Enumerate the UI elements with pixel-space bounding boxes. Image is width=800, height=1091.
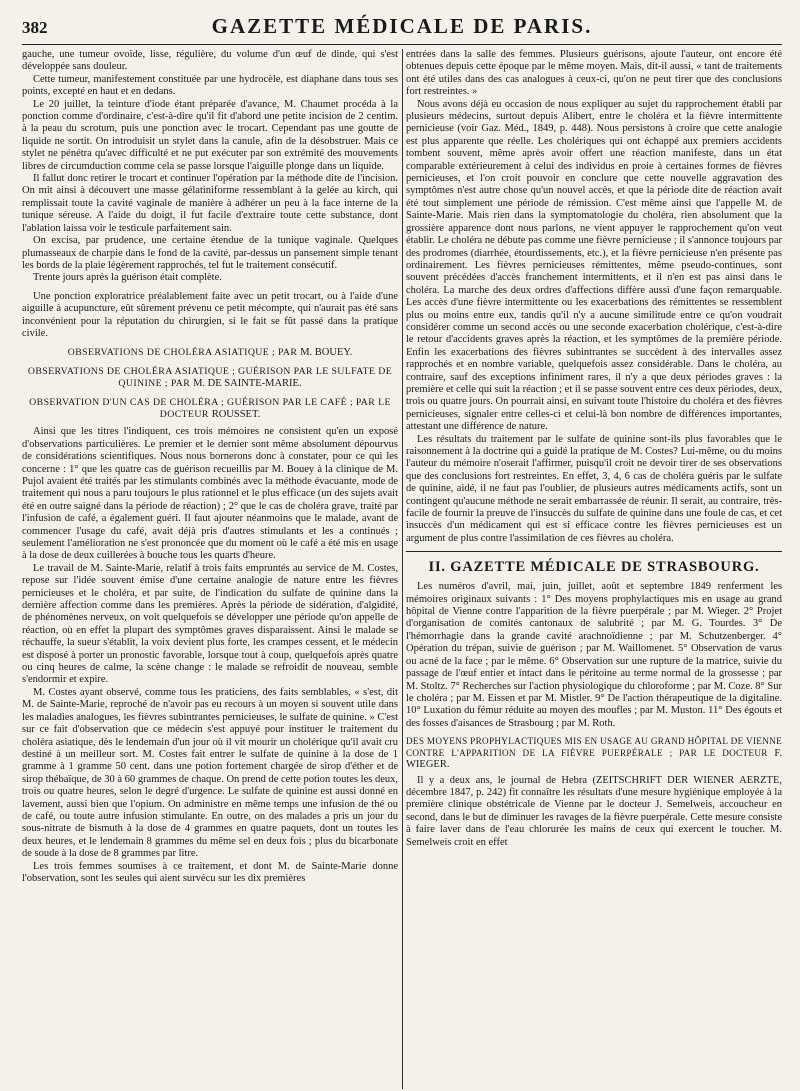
article-heading-sainte-marie [22, 366, 398, 390]
paragraph: Ainsi que les titres l'indiquent, ces trois mémoires ne consistent qu'en un exposé d'observations particulières. Le premier et le dernier sont même absolument dépourvus de considérations scientifiques. Nous nous bornerons donc à constater, pour ce qui les concerne : 1° que les quatre cas de guérison recueillis par M. Bouey à la clinique de M. Pujol avaient été traités par les stimulants combinés avec la méthode évacuante, mode de traitement qui nous a paru toujours le plus rationnel et le plus efficace (un des sujets avait été en outre saigné dans la période de réaction) ; 2° que le cas de choléra grave, traité par l'infusion de café, a également guéri. Il faut ajouter néanmoins que le malade, avant de commencer l'usage du café, avait déjà pris d'autres stimulants et les a continués ; seulement l'amélioration ne s'est prononcée que du moment où le café a été mis en usage à la dose de deux cuillerées à bouche tous les quarts d'heure. [22, 426, 398, 562]
article-heading-rousset [22, 397, 398, 421]
paragraph: Les résultats du traitement par le sulfate de quinine sont-ils plus favorables que le raisonnement à la doctrine qui a guidé la pratique de M. Costes? Lui-même, ou du moins l'auteur du mémoire n'oserait l'affirmer, puisqu'il croit ne devoir tirer de ses observations que des conclusions fort restreintes. En effet, 3, 4, 6 cas de choléra guéris par le sulfate de quinine, aidé, il ne faut pas l'oublier, de plusieurs autres médicaments actifs, sont un contingent qu'aucune méthode ne serait embarrassée de réunir. Il serait, au contraire, très-facile de fournir la preuve de l'insuccès du sulfate de quinine dans une foule de cas, et cet insuccès d'un médicament qui est si efficace contre les fièvres pernicieuses est un argument de plus contre l'assimilation de ces fièvres au choléra. [406, 433, 782, 544]
left-column [22, 49, 398, 1089]
heading-author: ROUSSET. [211, 409, 261, 421]
paragraph: entrées dans la salle des femmes. Plusieurs guérisons, ajoute l'auteur, ont encore été obtenues depuis cette époque par le même moyen. Mais, dit-il aussi, « tant de traitements ont été utiles dans des cas analogues à ceux-ci, qu'on ne peut tirer que des conclusions fort restreintes. » [406, 49, 782, 98]
section-title: II. GAZETTE MÉDICALE DE STRASBOURG. [406, 551, 782, 576]
paragraph: Il fallut donc retirer le trocart et continuer l'opération par la méthode dite de l'incision. On mit ainsi à découvert une masse gélatiniforme ressemblant à la gelée au kirch, qui remplissait toute la cavité vaginale de manière à adhérer un peu à la face interne de la tunique séreuse. A l'aide du doigt, il fut facile d'extraire toute cette substance, dont l'ablation laissa voir le testicule parfaitement sain. [22, 173, 398, 234]
paragraph: On excisa, par prudence, une certaine étendue de la tunique vaginale. Quelques plumasseaux de charpie dans le fond de la cavité, par-dessus un pansement simple tenant les bords de la plaie légèrement rapprochés, tel fut le traitement consécutif. [22, 235, 398, 271]
heading-text: OBSERVATIONS DE CHOLÉRA ASIATIQUE ; PAR [67, 347, 298, 359]
paragraph: Une ponction exploratrice préalablement faite avec un petit trocart, ou à l'aide d'une aiguille à acupuncture, eût sûrement prévenu ce petit mécompte, qui n'aurait pas été sans inconvénient pour la réputation du chirurgien, si le fait se fût passé dans la pratique civile. [22, 290, 398, 339]
paragraph: Le travail de M. Sainte-Marie, relatif à trois faits empruntés au service de M. Costes, repose sur l'idée souvent émise d'une certaine analogie de nature entre les fièvres pernicieuses et le choléra, et par suite, de l'indication du sulfate de quinine dans la dernière affection comme dans les premières. Après la période de sidération, d'algidité, de phénomènes nerveux, on voit quelquefois se développer une période qu'on appelle de réaction, où en effet la plupart des symptômes graves disparaissent. Ainsi le malade se réchauffe, la sueur s'établit, la voix devient plus forte, les crampes cessent, et le médecin est disposé à porter un pronostic favorable, lorsque tout à coup, quelquefois après quatre ou cinq heures de calme, la scène change : le malade se refroidit de nouveau, semble s'endormir et expire. [22, 562, 398, 686]
heading-text: OBSERVATIONS DE CHOLÉRA ASIATIQUE ; GUÉRISON PAR LE SULFATE DE QUININE ; PAR [27, 366, 393, 390]
journal-title: GAZETTE MÉDICALE DE PARIS. [211, 14, 593, 38]
paragraph: Trente jours après la guérison était complète. [33, 272, 222, 284]
heading-author: M. DE SAINTE-MARIE. [193, 378, 302, 390]
heading-text: DES MOYENS PROPHYLACTIQUES MIS EN USAGE AU GRAND HÔPITAL DE VIENNE CONTRE L'APPARITION DE LA FIÈVRE PUERPÉRALE ; PAR LE DOCTEUR [406, 736, 782, 758]
paragraph: gauche, une tumeur ovoïde, lisse, régulière, du volume d'un œuf de dinde, qui s'est développée sans douleur. [22, 49, 398, 73]
heading-author: M. BOUEY. [300, 347, 353, 359]
paragraph: M. Costes ayant observé, comme tous les praticiens, des faits semblables, « s'est, dit M. de Sainte-Marie, reproché de n'avoir pas eu recours à un moyen si souvent utile dans les maladies analogues, les fièvres subintrantes pernicieuses, le sulfate de quinine. » C'est sur ce fait d'observation que ce médecin s'est appuyé pour instituer le traitement du choléra asiatique, dès le lendemain d'un jour où il vit mourir un cholérique qu'il avait cru destiné à un meilleur sort. M. Costes fait entrer le sulfate de quinine à la dose de 1 gramme à 1 gramme 50 cent. dans une potion fortement chargée de sirop d'éther et de sirop thébaïque, de 30 à 60 grammes de chaque. On prend de cette potion toutes les deux, trois ou quatre heures, selon le degré d'urgence. Le sulfate de quinine est aussi donné en lavement, aussi bien que l'opium. On administre en même temps une infusion de thé ou de café, ou toute autre infusion stimulante. En outre, on des malades a pris un jour du sous-nitrate de bismuth à la dose de 4 grammes en quatre paquets, dont un toutes les deux heures, et le lendemain 8 grammes du même sel en deux fois ; plus du bicarbonate de soude à la dose de 8 grammes par litre. [22, 686, 398, 860]
paragraph: Nous avons déjà eu occasion de nous expliquer au sujet du rapprochement établi par plusieurs médecins, surtout depuis Alibert, entre le choléra et la fièvre intermittente pernicieuse (voir Gaz. Méd., 1849, p. 448). Nous persistons à croire que cette analogie est plus apparente que réelle. Les cholériques qui ont échappé aux premiers accidents tombent souvent, même après avoir offert une réaction manifeste, dans un état comparable extérieurement à celui des individus en proie à certaines formes de fièvres pernicieuses, et l'on croit pouvoir en conclure que cette nouvelle aggravation des symptômes n'est autre chose qu'un nouvel accès, et que la période dite de réaction avait été tout simplement une période de rémission. C'est même ainsi que l'appelle M. de Sainte-Marie. Mais rien dans la symptomatologie du choléra, rien absolument que la grossière apparence dont nous parlons, ne vient appuyer le rapprochement qu'on veut établir. Le choléra ne débute pas comme une fièvre pernicieuse ; il s'annonce toujours par des prodromes (diarrhée, étourdissements, etc.), et la fièvre pernicieuse n'en présente pas ordinairement. Les fièvres pernicieuses rémittentes, même pseudo-continues, sont souvent précédées d'accès franchement intermittents, et il n'en est pas ainsi dans le choléra. La marche des deux ordres d'affections diffère aussi d'une façon remarquable. Les accès d'une fièvre intermittente ou les exacerbations des rémittentes se ressemblent plus ou moins entre eux, tandis qu'il n'y a aucune similitude entre ce qu'on voudrait considérer comme un second accès ou une seconde exacerbation cholérique, c'est-à-dire le retour d'accidents graves après la réaction, et les symptômes de la première période. Enfin les exacerbations des fièvres subintrantes se succèdent à des intervalles assez rapprochés et en nombre variable, quelquefois assez considérable. Dans le choléra, au contraire, sauf des exceptions infiniment rares, il n'y a que deux périodes graves : la première et celle qui suit la réaction ; et il se passe souvent entre ces deux périodes, deux, trois ou quatre jours. On pourrait ainsi, en suivant toute l'histoire du choléra et des fièvres pernicieuses, signaler entre celles-ci et celui-là bon nombre de différences importantes, attestant une différence de nature. [406, 98, 782, 433]
paragraph: Le 20 juillet, la teinture d'iode étant préparée d'avance, M. Chaumet procéda à la ponction comme d'ordinaire, c'est-à-dire qu'il fit d'abord une petite incision de 2 centim. à la peau du scrotum, puis une ponction avec le trocart. Cependant pas une goutte de liquide ne sortit. On introduisit un stylet dans la canule, afin de la désobstruer. Mais ce stylet ne pénétra qu'avec difficulté et ne put exécuter par son extrémité des mouvements libres de circumduction comme cela se passe lorsque l'aiguille plonge dans un liquide. [22, 98, 398, 172]
page-number: 382 [22, 18, 48, 37]
page-header [22, 14, 782, 45]
article-heading-bouey [22, 347, 398, 359]
paragraph: Les numéros d'avril, mai, juin, juillet, août et septembre 1849 renferment les mémoires originaux suivants : 1° Des moyens prophylactiques mis en usage au grand hôpital de Vienne contre l'apparition de la fièvre puerpérale ; par M. Wieger. 2° Projet d'organisation de comités cantonaux de salubrité ; par M. G. Tourdes. 3° De l'hémorrhagie dans la grande cavité arachnoïdienne ; par M. Schutzenberger. 4° Opération du trépan, suivie de guérison ; par M. Waillomenet. 5° Observation de varus ou acné de la face ; par le même. 6° Observation sur une rupture de la matrice, suivie du passage de l'œuf entier et intact dans le péritoine au terme normal de la grossesse ; par M. Stoltz. 7° Recherches sur l'action physiologique du chloroforme ; par M. Coze. 8° Sur le choléra ; par M. Eissen et par M. Mistler. 9° De l'action thérapeutique de la digitaline. 10° Luxation du fémur réduite au moyen des moufles ; par M. Muston. 11° Des égouts et des fosses d'aisances de Strasbourg ; par M. Roth. [406, 581, 782, 729]
heading-author: F. WIEGER. [406, 747, 782, 771]
paragraph: Il y a deux ans, le journal de Hebra (ZEITSCHRIFT DER WIENER AERZTE, décembre 1847, p. 242) fit connaître les résultats d'une mesure hygiénique employée à la première clinique obstétricale de Vienne par le docteur J. Semelweis, accoucheur en second, dans le but de diminuer les ravages de la fièvre puerpérale. Cette mesure consiste à faire laver dans de l'eau chlorurée les mains de ceux qui exercent le toucher. M. Semelweis croit en effet [406, 774, 782, 848]
column-divider [402, 49, 403, 1089]
right-column [406, 49, 782, 1089]
paragraph: Cette tumeur, manifestement constituée par une hydrocèle, est diaphane dans tous ses points, excepté en haut et en dedans. [22, 73, 398, 98]
paragraph: Les trois femmes soumises à ce traitement, et dont M. de Sainte-Marie donne l'observation, sont les seules qui aient survécu sur les dix premières [22, 860, 398, 884]
article-heading-wieger [406, 736, 782, 771]
heading-text: OBSERVATION D'UN CAS DE CHOLÉRA ; GUÉRISON PAR LE CAFÉ ; PAR LE DOCTEUR [29, 397, 391, 421]
two-column-body [22, 49, 782, 1089]
